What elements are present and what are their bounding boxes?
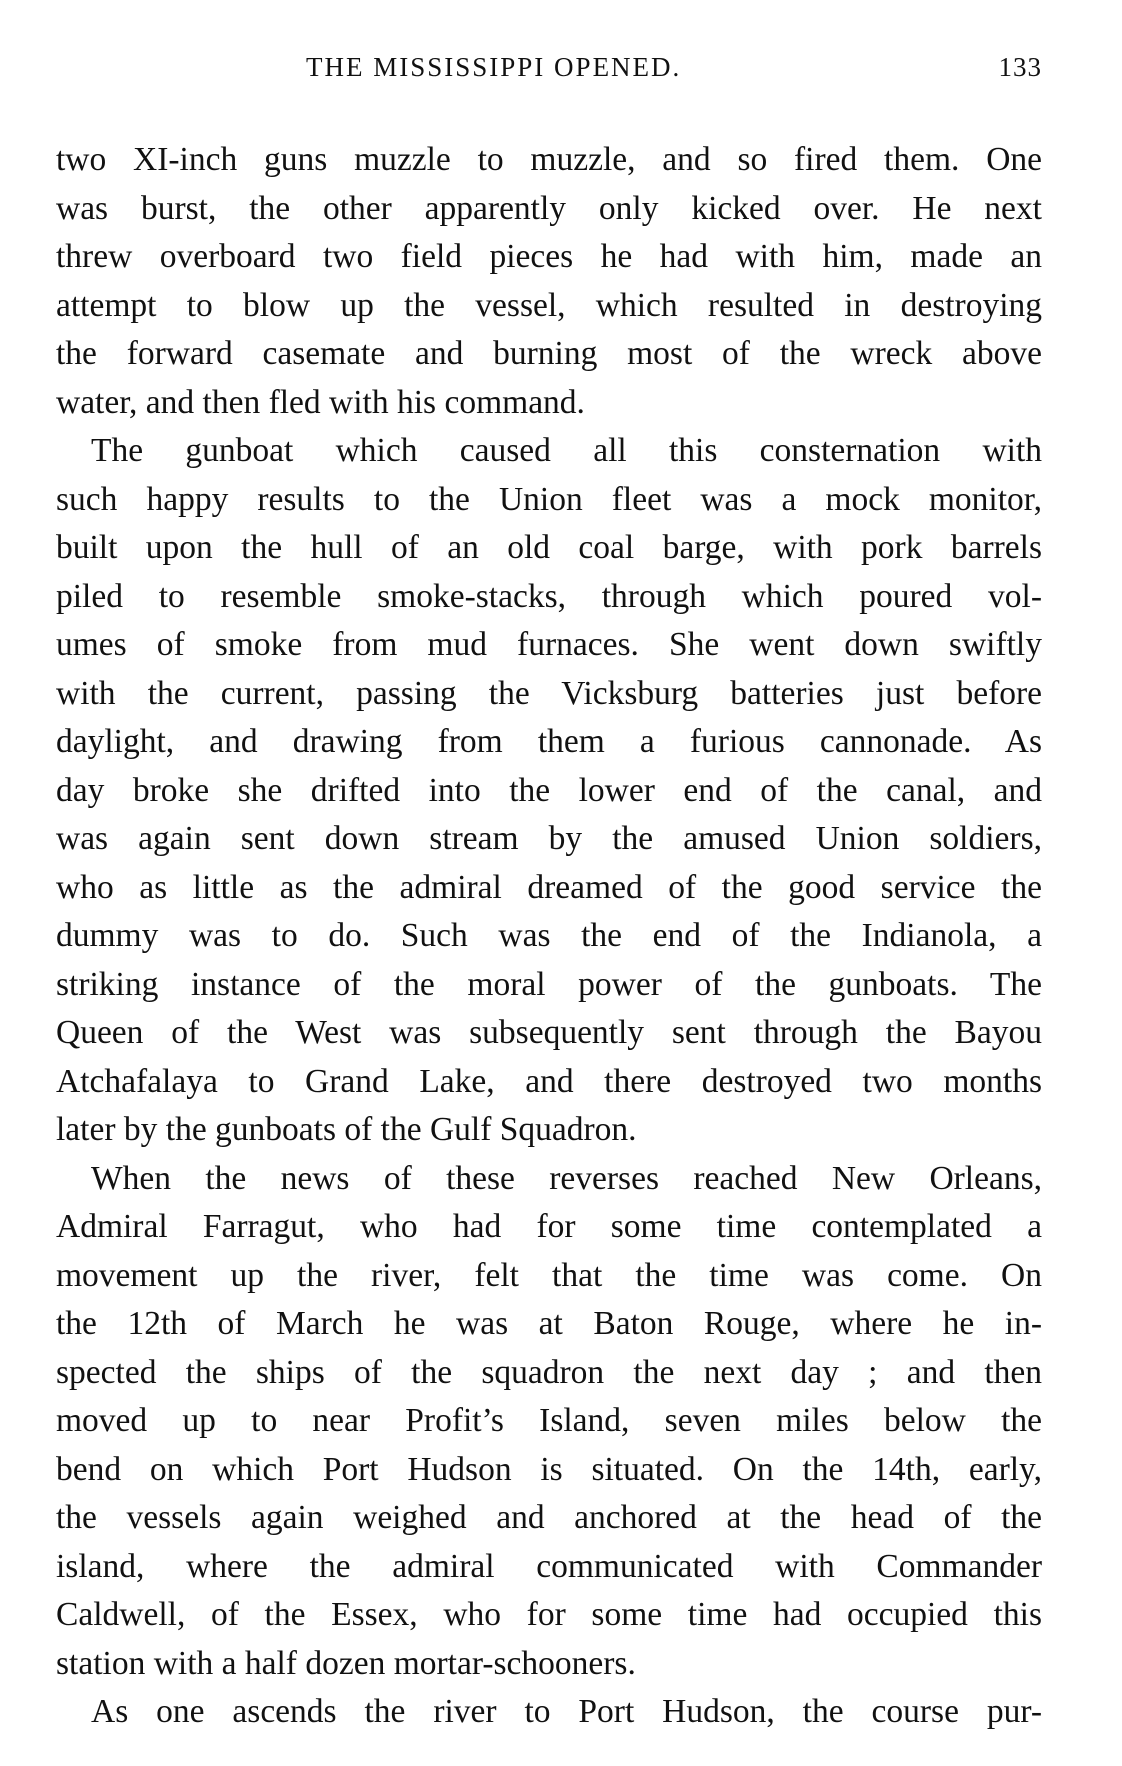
text-line: the vessels again weighed and anchored at the head of the: [56, 1499, 1042, 1536]
text-line: Queen of the West was subsequently sent through the Bayou: [56, 1014, 1042, 1051]
running-title: THE MISSISSIPPI OPENED.: [306, 52, 682, 82]
text-line: The gunboat which caused all this consternation with: [91, 432, 1042, 469]
text-line: threw overboard two field pieces he had with him, made an: [56, 238, 1042, 275]
text-line: movement up the river, felt that the time was come. On: [56, 1256, 1042, 1294]
paragraph-4: [56, 1688, 1042, 1737]
text-line: island, where the admiral communicated with Commander: [56, 1547, 1042, 1585]
text-line: day broke she drifted into the lower end of the canal, and: [56, 771, 1042, 809]
text-line: later by the gunboats of the Gulf Squadron.: [56, 1111, 637, 1148]
text-line: was burst, the other apparently only kicked over. He next: [56, 189, 1042, 227]
text-line: attempt to blow up the vessel, which resulted in destroying: [56, 286, 1042, 324]
text-line: Atchafalaya to Grand Lake, and there destroyed two months: [56, 1062, 1042, 1100]
book-page: [56, 52, 1042, 1737]
paragraph-2: [56, 427, 1042, 1155]
text-line: daylight, and drawing from them a furious cannonade. As: [56, 723, 1042, 760]
page-number: 133: [998, 52, 1042, 82]
text-line: bend on which Port Hudson is situated. On the 14th, early,: [56, 1450, 1042, 1488]
text-line: When the news of these reverses reached New Orleans,: [91, 1159, 1042, 1197]
text-line: Caldwell, of the Essex, who for some time had occupied this: [56, 1596, 1042, 1633]
text-line: striking instance of the moral power of the gunboats. The: [56, 965, 1042, 1003]
text-line: dummy was to do. Such was the end of the Indianola, a: [56, 917, 1042, 954]
text-line: the forward casemate and burning most of the wreck above: [56, 335, 1042, 372]
running-head: [56, 52, 1042, 92]
text-line: built upon the hull of an old coal barge, with pork barrels: [56, 529, 1042, 566]
text-line: station with a half dozen mortar-schooners.: [56, 1644, 636, 1682]
text-line: water, and then fled with his command.: [56, 383, 585, 421]
text-line: Admiral Farragut, who had for some time contemplated a: [56, 1208, 1042, 1245]
text-line: who as little as the admiral dreamed of the good service the: [56, 868, 1042, 906]
text-line: piled to resemble smoke-stacks, through which poured vol-: [56, 577, 1042, 615]
text-line: As one ascends the river to Port Hudson, the course pur-: [91, 1693, 1042, 1730]
text-line: the 12th of March he was at Baton Rouge, where he in-: [56, 1305, 1042, 1342]
text-line: with the current, passing the Vicksburg batteries just before: [56, 674, 1042, 712]
paragraph-3: [56, 1155, 1042, 1689]
text-line: umes of smoke from mud furnaces. She went down swiftly: [56, 626, 1042, 663]
body-text: [56, 136, 1042, 1737]
paragraph-1: [56, 136, 1042, 427]
text-line: such happy results to the Union fleet was a mock monitor,: [56, 480, 1042, 518]
text-line: was again sent down stream by the amused Union soldiers,: [56, 820, 1042, 857]
text-line: two XI-inch guns muzzle to muzzle, and so fired them. One: [56, 141, 1042, 178]
text-line: moved up to near Profit’s Island, seven miles below the: [56, 1402, 1042, 1439]
text-line: spected the ships of the squadron the next day ; and then: [56, 1353, 1042, 1391]
